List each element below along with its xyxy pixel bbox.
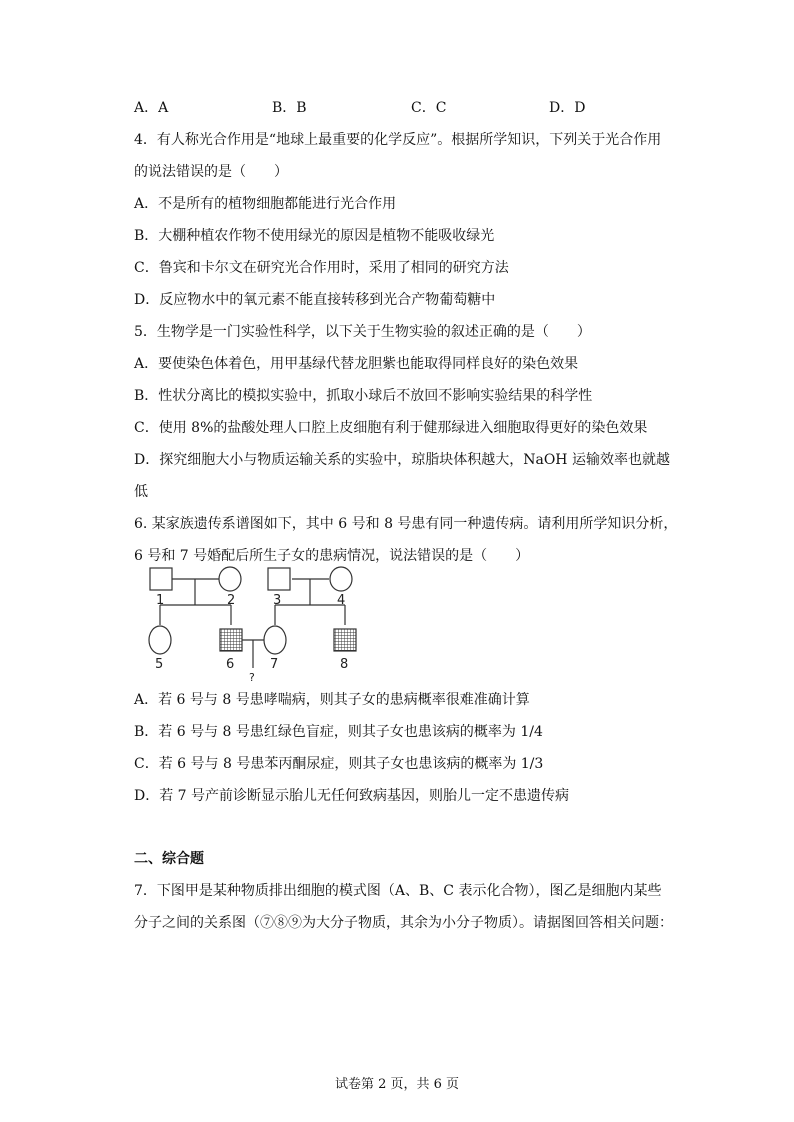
female-2-symbol	[219, 567, 241, 591]
q4-option-a: A．不是所有的植物细胞都能进行光合作用	[134, 196, 397, 212]
pedigree-label-4: 4	[337, 593, 346, 608]
q6-stem-line1: 6. 某家族遗传系谱图如下，其中 6 号和 8 号患有同一种遗传病。请利用所学知识分析，	[134, 516, 678, 532]
male-1-symbol	[150, 568, 172, 590]
q6-stem-line2: 6 号和 7 号婚配后所生子女的患病情况，说法错误的是（ ）	[134, 548, 530, 564]
q5-stem: 5．生物学是一门实验性科学，以下关于生物实验的叙述正确的是（ ）	[134, 324, 591, 340]
option-c-prev: C．C	[411, 100, 447, 116]
q7-stem-line2: 分子之间的关系图（⑦⑧⑨为大分子物质，其余为小分子物质）。请据图回答相关问题：	[134, 915, 673, 931]
q5-option-a: A．要使染色体着色，用甲基绿代替龙胆紫也能取得同样良好的染色效果	[134, 356, 579, 372]
female-5-symbol	[149, 626, 171, 654]
page-footer: 试卷第 2 页，共 6 页	[334, 1077, 460, 1092]
section-title: 二、综合题	[134, 851, 204, 867]
pedigree-label-6: 6	[226, 657, 235, 672]
female-7-symbol	[264, 626, 286, 654]
affected-male-8-symbol	[334, 629, 356, 651]
q4-stem-line1: 4．有人称光合作用是“地球上最重要的化学反应”。根据所学知识，下列关于光合作用	[134, 132, 662, 148]
q5-option-d-line1: D．探究细胞大小与物质运输关系的实验中，琼脂块体积越大，NaOH 运输效率也就越	[134, 452, 670, 468]
option-b-prev: B．B	[272, 100, 307, 116]
q6-option-a: A．若 6 号与 8 号患哮喘病，则其子女的患病概率很难准确计算	[134, 692, 530, 708]
pedigree-label-8: 8	[340, 657, 349, 672]
pedigree-diagram	[140, 560, 370, 688]
q5-option-c: C．使用 8%的盐酸处理人口腔上皮细胞有利于健那绿进入细胞取得更好的染色效果	[134, 420, 648, 436]
pedigree-label-2: 2	[227, 593, 236, 608]
q4-option-d: D．反应物水中的氧元素不能直接转移到光合产物葡萄糖中	[134, 292, 496, 308]
pedigree-label-5: 5	[155, 657, 164, 672]
male-3-symbol	[268, 568, 290, 590]
q6-option-b: B．若 6 号与 8 号患红绿色盲症，则其子女也患该病的概率为 1/4	[134, 724, 543, 740]
option-d-prev: D．D	[549, 100, 586, 116]
pedigree-label-1: 1	[156, 593, 165, 608]
option-a-prev: A．A	[134, 100, 169, 116]
q7-stem-line1: 7．下图甲是某种物质排出细胞的模式图（A、B、C 表示化合物），图乙是细胞内某些	[134, 883, 662, 899]
pedigree-label-7: 7	[270, 657, 279, 672]
q4-option-b: B．大棚种植农作物不使用绿光的原因是植物不能吸收绿光	[134, 228, 495, 244]
q5-option-b: B．性状分离比的模拟实验中，抓取小球后不放回不影响实验结果的科学性	[134, 388, 593, 404]
q6-option-c: C．若 6 号与 8 号患苯丙酮尿症，则其子女也患该病的概率为 1/3	[134, 756, 544, 772]
q6-option-d: D．若 7 号产前诊断显示胎儿无任何致病基因，则胎儿一定不患遗传病	[134, 788, 570, 804]
q5-option-d-line2: 低	[134, 484, 148, 500]
pedigree-label-offspring: ?	[249, 671, 255, 684]
affected-male-6-symbol	[220, 629, 242, 651]
female-4-symbol	[330, 567, 352, 591]
q4-stem-line2: 的说法错误的是（ ）	[134, 164, 288, 180]
pedigree-label-3: 3	[273, 593, 282, 608]
q4-option-c: C．鲁宾和卡尔文在研究光合作用时，采用了相同的研究方法	[134, 260, 509, 276]
